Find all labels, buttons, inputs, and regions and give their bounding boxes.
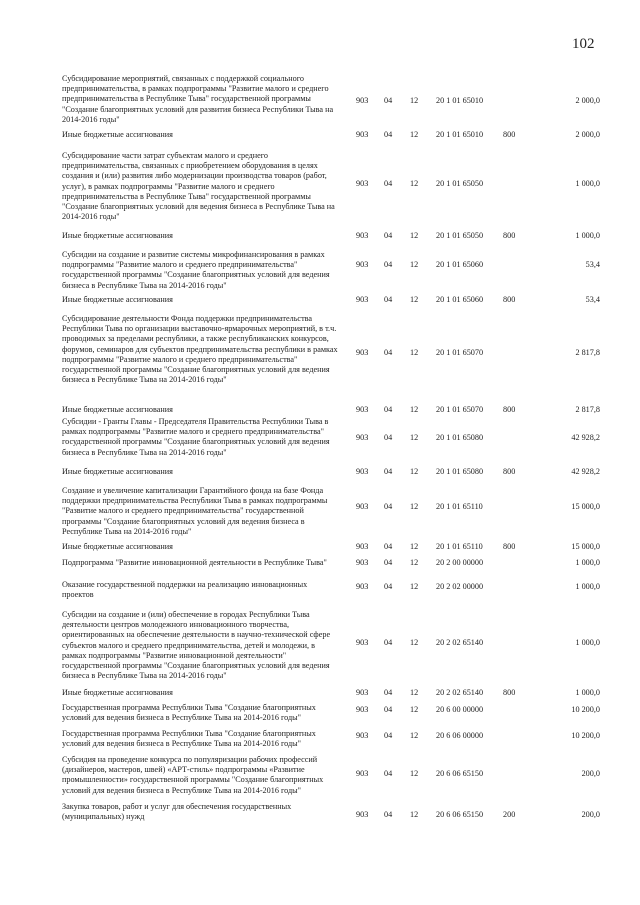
dept-code: 903	[356, 810, 369, 819]
target-article-code: 20 2 02 65140	[436, 638, 484, 647]
amount-value: 200,0	[581, 810, 600, 819]
section-code: 04	[384, 96, 393, 105]
amount-value: 42 928,2	[571, 467, 600, 476]
target-article-code: 20 6 06 65150	[436, 810, 484, 819]
amount-value: 1 000,0	[575, 688, 600, 697]
row-description: Субсидии на создание и развитие системы микрофинансирования в рамках подпрограммы "Развитие малого и среднего предпринимательства" государственной программы "Создание благоприятных условий для ведения бизнеса в Республике Тыва на 2014-2016 годы"	[62, 250, 330, 290]
section-code: 04	[384, 405, 393, 414]
subsection-code: 12	[410, 638, 419, 647]
subsection-code: 12	[410, 558, 419, 567]
subsection-code: 12	[410, 260, 419, 269]
section-code: 04	[384, 467, 393, 476]
subsection-code: 12	[410, 467, 419, 476]
section-code: 04	[384, 542, 393, 551]
section-code: 04	[384, 260, 393, 269]
expense-type-code: 800	[503, 467, 516, 476]
subsection-code: 12	[410, 582, 419, 591]
section-code: 04	[384, 231, 393, 240]
row-description: Субсидирование деятельности Фонда поддержки предпринимательства Республики Тыва по организации выставочно-ярмарочных мероприятий, в т.ч. проводимых за пределами республики, а также республиканских конкурсов, форумов, семинаров для субъектов предпринимательства республики в рамках подпрограммы "Развитие малого и среднего предпринимательства" государственной программы "Создание благоприятных условий для ведения бизнеса в Республике Тыва на 2014-2016 годы"	[62, 314, 338, 385]
expense-type-code: 800	[503, 542, 516, 551]
target-article-code: 20 6 06 65150	[436, 769, 484, 778]
subsection-code: 12	[410, 705, 419, 714]
amount-value: 2 817,8	[575, 348, 600, 357]
target-article-code: 20 1 01 65050	[436, 231, 484, 240]
amount-value: 1 000,0	[575, 582, 600, 591]
row-description: Иные бюджетные ассигнования	[62, 467, 173, 476]
section-code: 04	[384, 731, 393, 740]
subsection-code: 12	[410, 502, 419, 511]
amount-value: 10 200,0	[571, 731, 600, 740]
target-article-code: 20 1 01 65050	[436, 179, 484, 188]
expense-type-code: 800	[503, 405, 516, 414]
dept-code: 903	[356, 558, 369, 567]
row-description: Субсидии - Гранты Главы - Председателя Правительства Республики Тыва в рамках подпрограммы "Развитие малого и среднего предпринимательства" государственной программы "Создание благоприятных условий для ведения бизнеса в Республике Тыва на 2014-2016 годы"	[62, 417, 330, 457]
dept-code: 903	[356, 688, 369, 697]
row-description: Иные бюджетные ассигнования	[62, 688, 173, 697]
row-description: Государственная программа Республики Тыва "Создание благоприятных условий для ведения бизнеса в Республике Тыва на 2014-2016 годы"	[62, 729, 316, 749]
row-description: Субсидирование мероприятий, связанных с поддержкой социального предпринимательства, в рамках подпрограммы "Развитие малого и среднего предпринимательства в Республике Тыва" государственной программы "Создание благоприятных условий для развития бизнеса Республики Тыва на 2014-2016 годы"	[62, 74, 334, 124]
expense-type-code: 800	[503, 231, 516, 240]
amount-value: 10 200,0	[571, 705, 600, 714]
target-article-code: 20 1 01 65010	[436, 130, 484, 139]
subsection-code: 12	[410, 130, 419, 139]
target-article-code: 20 1 01 65080	[436, 433, 484, 442]
section-code: 04	[384, 810, 393, 819]
amount-value: 15 000,0	[571, 542, 600, 551]
expense-type-code: 800	[503, 688, 516, 697]
row-description: Создание и увеличение капитализации Гарантийного фонда на базе Фонда поддержки предпринимательства Республики Тыва в рамках подпрограммы "Развитие малого и среднего предпринимательства" государственной программы "Создание благоприятных условий для ведения бизнеса в Республике Тыва на 2014-2016 годы"	[62, 486, 328, 536]
expense-type-code: 800	[503, 130, 516, 139]
row-description: Иные бюджетные ассигнования	[62, 231, 173, 240]
target-article-code: 20 6 06 00000	[436, 731, 484, 740]
dept-code: 903	[356, 348, 369, 357]
row-description: Иные бюджетные ассигнования	[62, 542, 173, 551]
target-article-code: 20 1 01 65060	[436, 295, 484, 304]
target-article-code: 20 1 01 65110	[436, 542, 483, 551]
subsection-code: 12	[410, 542, 419, 551]
row-description: Субсидирование части затрат субъектам малого и среднего предпринимательства, связанных с приобретением оборудования в целях создания и (или) развития либо модернизации производства товаров (работ, услуг), в рамках подпрограммы "Развитие малого и среднего предпринимательства в Республике Тыва" государственной программы "Создание благоприятных условий для ведения бизнеса в Республике Тыва на 2014-2016 годы"	[62, 151, 335, 222]
amount-value: 2 817,8	[575, 405, 600, 414]
section-code: 04	[384, 433, 393, 442]
dept-code: 903	[356, 231, 369, 240]
subsection-code: 12	[410, 688, 419, 697]
section-code: 04	[384, 179, 393, 188]
subsection-code: 12	[410, 231, 419, 240]
row-description: Субсидии на создание и (или) обеспечение в городах Республики Тыва деятельности центров молодежного инновационного творчества, ориентированных на обеспечение деятельности в научно-технической сфере субъектов малого и среднего предпринимательства, детей и молодежи, в рамках подпрограммы "Развитие инновационной деятельности" государственной программы "Создание благоприятных условий для ведения бизнеса в Республике Тыва на 2014-2016 годы"	[62, 610, 331, 681]
subsection-code: 12	[410, 405, 419, 414]
subsection-code: 12	[410, 348, 419, 357]
amount-value: 15 000,0	[571, 502, 600, 511]
target-article-code: 20 1 01 65060	[436, 260, 484, 269]
target-article-code: 20 2 02 00000	[436, 582, 484, 591]
target-article-code: 20 1 01 65080	[436, 467, 484, 476]
dept-code: 903	[356, 638, 369, 647]
section-code: 04	[384, 295, 393, 304]
section-code: 04	[384, 638, 393, 647]
row-description: Оказание государственной поддержки на реализацию инновационных проектов	[62, 580, 308, 600]
amount-value: 1 000,0	[575, 231, 600, 240]
dept-code: 903	[356, 542, 369, 551]
target-article-code: 20 1 01 65010	[436, 96, 484, 105]
subsection-code: 12	[410, 731, 419, 740]
section-code: 04	[384, 705, 393, 714]
dept-code: 903	[356, 433, 369, 442]
subsection-code: 12	[410, 810, 419, 819]
amount-value: 2 000,0	[575, 96, 600, 105]
dept-code: 903	[356, 295, 369, 304]
row-description: Закупка товаров, работ и услуг для обеспечения государственных (муниципальных) нужд	[62, 802, 292, 822]
dept-code: 903	[356, 260, 369, 269]
target-article-code: 20 6 00 00000	[436, 705, 484, 714]
dept-code: 903	[356, 467, 369, 476]
row-description: Иные бюджетные ассигнования	[62, 295, 173, 304]
amount-value: 1 000,0	[575, 638, 600, 647]
row-description: Государственная программа Республики Тыва "Создание благоприятных условий для ведения бизнеса в Республике Тыва на 2014-2016 годы"	[62, 703, 316, 723]
row-description: Иные бюджетные ассигнования	[62, 405, 173, 414]
dept-code: 903	[356, 731, 369, 740]
subsection-code: 12	[410, 769, 419, 778]
amount-value: 200,0	[581, 769, 600, 778]
amount-value: 53,4	[585, 295, 600, 304]
dept-code: 903	[356, 130, 369, 139]
amount-value: 1 000,0	[575, 179, 600, 188]
subsection-code: 12	[410, 96, 419, 105]
amount-value: 53,4	[585, 260, 600, 269]
dept-code: 903	[356, 179, 369, 188]
amount-value: 1 000,0	[575, 558, 600, 567]
section-code: 04	[384, 582, 393, 591]
row-description: Иные бюджетные ассигнования	[62, 130, 173, 139]
subsection-code: 12	[410, 179, 419, 188]
section-code: 04	[384, 558, 393, 567]
target-article-code: 20 1 01 65070	[436, 348, 484, 357]
dept-code: 903	[356, 582, 369, 591]
section-code: 04	[384, 130, 393, 139]
subsection-code: 12	[410, 433, 419, 442]
section-code: 04	[384, 688, 393, 697]
target-article-code: 20 2 00 00000	[436, 558, 484, 567]
subsection-code: 12	[410, 295, 419, 304]
section-code: 04	[384, 502, 393, 511]
section-code: 04	[384, 769, 393, 778]
target-article-code: 20 1 01 65070	[436, 405, 484, 414]
row-description: Субсидия на проведение конкурса по популяризации рабочих профессий (дизайнеров, мастеров, швей) «АРТ-стиль» подпрограммы «Развитие промышленности» государственной программы "Создание благоприятных условий для ведения бизнеса в Республике Тыва на 2014-2016 годы"	[62, 755, 324, 795]
expense-type-code: 200	[503, 810, 516, 819]
dept-code: 903	[356, 769, 369, 778]
row-description: Подпрограмма "Развитие инновационной деятельности в Республике Тыва"	[62, 558, 327, 567]
dept-code: 903	[356, 705, 369, 714]
dept-code: 903	[356, 405, 369, 414]
dept-code: 903	[356, 96, 369, 105]
amount-value: 42 928,2	[571, 433, 600, 442]
target-article-code: 20 1 01 65110	[436, 502, 483, 511]
page-number: 102	[572, 36, 595, 52]
section-code: 04	[384, 348, 393, 357]
target-article-code: 20 2 02 65140	[436, 688, 484, 697]
expense-type-code: 800	[503, 295, 516, 304]
amount-value: 2 000,0	[575, 130, 600, 139]
dept-code: 903	[356, 502, 369, 511]
